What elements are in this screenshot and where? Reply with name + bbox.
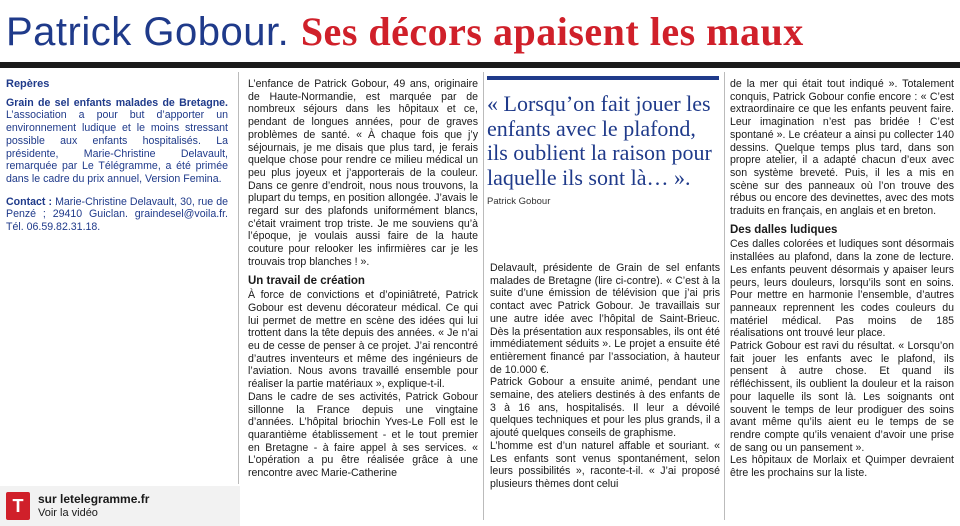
sidebar-lead: Grain de sel enfants malades de Bretagne. [6,96,228,109]
footer-video-link[interactable]: Voir la vidéo [38,507,98,519]
footer-site-link[interactable]: sur letelegramme.fr [38,492,150,506]
contact-label: Contact : [6,195,53,208]
column-divider [238,72,239,484]
headline-rule [0,62,960,68]
column-divider [483,72,484,520]
sidebar-contact [6,196,228,234]
article-paragraph: L’homme est d’un naturel affable et souriant. « Les enfants sont venus spontanément, selon leurs possibilités », raconte-t-il. « J’ai proposé plusieurs thèmes dont celui [490,439,720,490]
pull-quote-text: « Lorsqu’on fait jouer les enfants avec le plafond, ils oublient la raison pour laquelle ils sont là… ». [487,91,712,190]
pull-quote [487,76,719,256]
pull-quote-signature: Patrick Gobour [487,196,551,207]
article-paragraph: Patrick Gobour a ensuite animé, pendant une semaine, des ateliers destinés à des enfants de 3 à 16 ans, hospitalisés. Il leur a dévoilé quelques techniques et pour les plus grands, il a ajouté quelques conseils de graphisme. [490,376,720,440]
article-paragraph: Ces dalles colorées et ludiques sont désormais installées au plafond, dans la zone de lecture. Les enfants peuvent désormais y apaiser leurs peurs, leurs douleurs, lorsqu’ils sont en soins. Pour mettre en harmonie l’ensemble, d’autres panneaux reprennent les codes couleurs du matériel médical. Pas moins de 185 réalisations ont trouvé leur place. [730,238,954,340]
sidebar-paragraph [6,97,228,186]
article-paragraph: de la mer qui était tout indiqué ». Totalement conquis, Patrick Gobour confie encore : « C’est extraordinaire ce que les enfants peuvent faire. Leur imagination n’est pas bridée ! C’est spontané ». Le créateur a ainsi pu collecter 140 dessins. Quelque temps plus tard, dans son propre atelier, il a adapté chacun d’eux avec son système breveté. Puis, il les a mis en scène sur des panneaux où l’on trouve des rébus ou encore des devinettes, avec des mots traduits en français, en anglais et en breton. [730,78,954,218]
column-divider [724,72,725,520]
headline [6,4,956,60]
sidebar-body: L’association a pour but d’apporter un environnement ludique et le moins stressant possible aux enfants hospitalisés. La présidente, Marie-Christine Delavault, remarquée par Le Télégramme, a été primée dans le cadre du prix annuel, Version Femina. [6,109,228,185]
article-column-3 [490,262,720,491]
contact-text: Marie-Christine Delavault, 30, rue de Penzé ; 29410 Guiclan. graindesel@voila.fr. Tél. 06.59.82.31.18. [6,195,228,234]
subheading-travail-creation: Un travail de création [248,274,365,287]
article-column-4 [730,78,954,480]
article-paragraph: Delavault, présidente de Grain de sel enfants malades de Bretagne (lire ci-contre). « C’est à la suite d’une émission de télévision que j’ai pris contact avec Patrick Gobour. Je travaillais sur une autre idée avec l’hôpital de Saint-Brieuc. Dès la présentation aux responsables, ils ont été immédiatement séduits ». Le projet a ensuite été entièrement financé par l’association, à hauteur de 10.000 €. [490,262,720,376]
subheading-dalles-ludiques: Des dalles ludiques [730,223,838,236]
article-paragraph: À force de convictions et d’opiniâtreté, Patrick Gobour est devenu décorateur médical. Ce qui lui permet de mettre en scène des idées qui lui trottent dans la tête depuis des années. « Je n’ai eu de cesse de penser à ce projet. J’ai rencontré d’autres inventeurs et même des ingénieurs de l’aviation. Nous avons travaillé ensemble pour réaliser la partie matériaux », explique-t-il. [248,289,478,391]
article-paragraph: L’enfance de Patrick Gobour, 49 ans, originaire de Haute-Normandie, est marquée par de nombreux séjours dans les hôpitaux et ce, pendant de longues années, pour de graves problèmes de santé. « À chaque fois que j’y séjournais, je me disais que plus tard, je ferais quelque chose pour rendre ce milieu médical un peu plus joyeux et j’apporterais de la couleur. Dans ce genre d’endroit, nous nous trouvons, la plupart du temps, en position allongée. J’avais le regard sur des plafonds uniformément blancs, c’était vraiment trop triste. Je me souviens qu’à l’époque, je voulais aussi faire de la haute couture pour relooker les infirmières car je les trouvais trop blanches ! ». [248,78,478,268]
article-paragraph: Patrick Gobour est ravi du résultat. « Lorsqu’on fait jouer les enfants avec le plafond, ils pensent à autre chose. Et quand ils réfléchissent, ils oublient la douleur et la raison pour laquelle ils sont là. Les soignants ont souvent le temps de leur prodiguer des soins avant même qu’ils aient eu le temps de se rendre compte qu’ils venaient d’avoir une prise de sang ou un pansement ». [730,340,954,454]
sidebar-heading: Repères [6,78,50,90]
footer-link-block[interactable] [6,492,226,522]
sidebar-reperes [6,78,228,234]
article-paragraph: Dans le cadre de ses activités, Patrick Gobour sillonne la France depuis une vingtaine d’années. L’hôpital briochin Yves-Le Foll est le quarantième établissement - et le tout premier en Bretagne - à faire appel à ses services. « L’opération a pu être réalisée grâce à une rencontre avec Marie-Catherine [248,390,478,480]
telegramme-logo-icon: T [6,492,30,520]
article-column-1 [248,78,478,480]
headline-title: Ses décors apaisent les maux [300,9,804,54]
article-paragraph: Les hôpitaux de Morlaix et Quimper devraient être les prochains sur la liste. [730,454,954,480]
headline-name: Patrick Gobour. [6,10,290,54]
